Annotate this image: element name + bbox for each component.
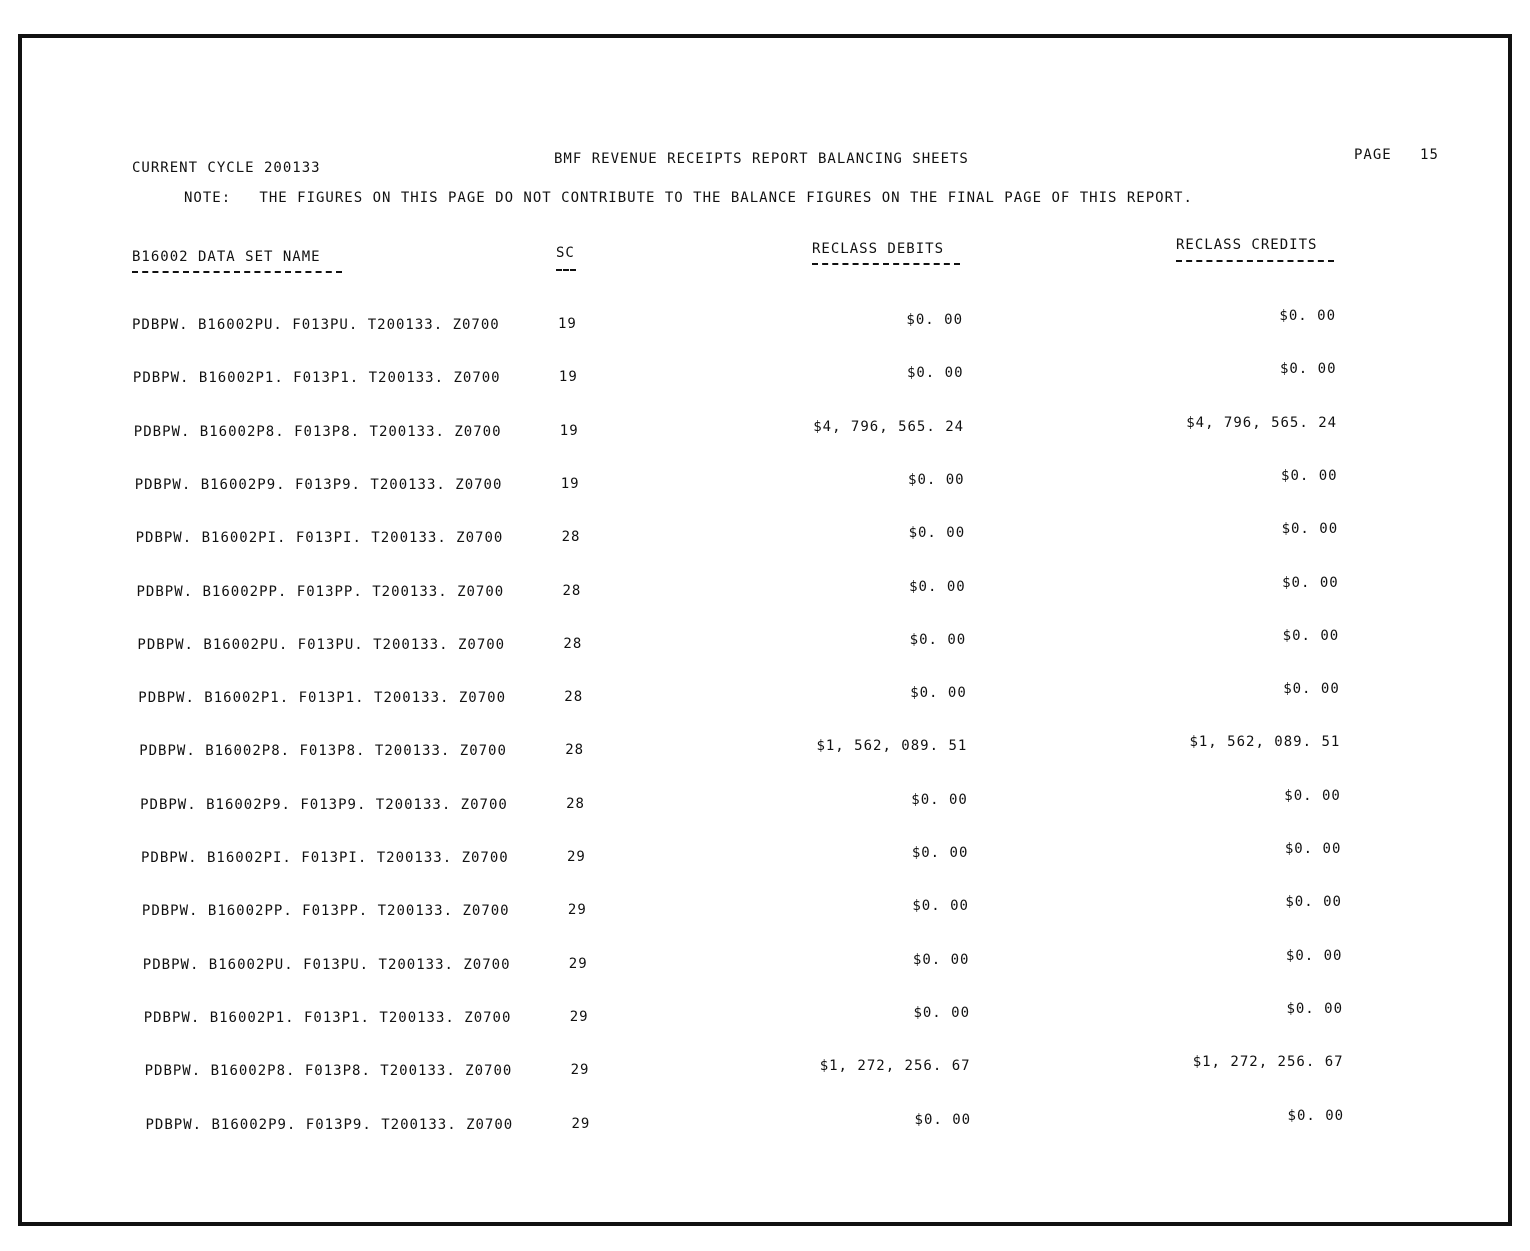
reclass-debit: $0. 00 — [912, 898, 969, 915]
reclass-debit: $0. 00 — [908, 471, 965, 488]
dataset-name: PDBPW. B16002P8. F013P8. T200133. Z0700 — [133, 423, 502, 440]
report-title: BMF REVENUE RECEIPTS REPORT BALANCING SHEETS — [554, 151, 969, 167]
reclass-credit: $1, 272, 256. 67 — [1192, 1054, 1344, 1071]
column-header-credits: RECLASS CREDITS — [1176, 237, 1318, 253]
reclass-credit: $0. 00 — [1282, 574, 1339, 591]
sc-code: 19 — [558, 316, 577, 332]
reclass-debit: $0. 00 — [911, 791, 968, 808]
reclass-credit: $0. 00 — [1285, 947, 1343, 964]
sc-code: 28 — [562, 582, 582, 599]
reclass-credit: $0. 00 — [1284, 787, 1341, 804]
dataset-name: PDBPW. B16002P8. F013P8. T200133. Z0700 — [139, 743, 507, 760]
dataset-name: PDBPW. B16002P9. F013P9. T200133. Z0700 — [145, 1116, 514, 1133]
page-number: 15 — [1420, 147, 1439, 163]
reclass-credit: $0. 00 — [1284, 841, 1342, 857]
sc-code: 29 — [571, 1115, 591, 1132]
dataset-name: PDBPW. B16002P9. F013P9. T200133. Z0700 — [134, 476, 503, 493]
dataset-name: PDBPW. B16002PU. F013PU. T200133. Z0700 — [132, 317, 500, 333]
reclass-debit: $0. 00 — [914, 1111, 972, 1128]
reclass-debit: $0. 00 — [906, 365, 964, 382]
reclass-debit: $1, 272, 256. 67 — [819, 1058, 971, 1075]
page-label — [1354, 147, 1439, 163]
dataset-name: PDBPW. B16002P9. F013P9. T200133. Z0700 — [140, 796, 508, 813]
reclass-debit: $0. 00 — [909, 578, 966, 595]
dataset-name: PDBPW. B16002P8. F013P8. T200133. Z0700 — [144, 1063, 513, 1080]
reclass-credit: $1, 562, 089. 51 — [1189, 734, 1341, 751]
reclass-debit: $0. 00 — [910, 685, 967, 702]
dataset-name: PDBPW. B16002PU. F013PU. T200133. Z0700 — [137, 636, 506, 653]
reclass-debit: $0. 00 — [912, 951, 970, 968]
reclass-debit: $0. 00 — [911, 845, 969, 861]
sc-code: 28 — [563, 635, 583, 652]
column-header-debits: RECLASS DEBITS — [812, 241, 945, 257]
dataset-name: PDBPW. B16002PU. F013PU. T200133. Z0700 — [142, 956, 511, 973]
dataset-name: PDBPW. B16002PP. F013PP. T200133. Z0700 — [141, 903, 510, 920]
reclass-debit: $4, 796, 565. 24 — [813, 418, 965, 435]
column-rule-debits — [812, 263, 960, 265]
page-label-text: PAGE — [1354, 147, 1392, 163]
column-header-name: B16002 DATA SET NAME — [132, 249, 321, 265]
reclass-credit: $0. 00 — [1279, 361, 1337, 378]
sc-code: 28 — [565, 742, 585, 759]
dataset-name: PDBPW. B16002PP. F013PP. T200133. Z0700 — [136, 583, 505, 600]
reclass-credit: $0. 00 — [1283, 681, 1340, 698]
column-rule-name — [132, 271, 342, 273]
dataset-name: PDBPW. B16002P1. F013P1. T200133. Z0700 — [138, 690, 507, 707]
reclass-credit: $4, 796, 565. 24 — [1186, 414, 1338, 431]
reclass-credit: $0. 00 — [1287, 1107, 1345, 1124]
reclass-debit: $0. 00 — [909, 631, 967, 648]
reclass-debit: $1, 562, 089. 51 — [816, 738, 968, 755]
dataset-name: PDBPW. B16002PI. F013PI. T200133. Z0700 — [141, 850, 509, 866]
dataset-name: PDBPW. B16002P1. F013P1. T200133. Z0700 — [132, 370, 501, 387]
reclass-credit: $0. 00 — [1279, 308, 1336, 324]
dataset-name: PDBPW. B16002PI. F013PI. T200133. Z0700 — [135, 530, 504, 547]
sc-code: 19 — [560, 475, 580, 492]
sc-code: 28 — [564, 689, 584, 706]
reclass-credit: $0. 00 — [1286, 1000, 1344, 1017]
sc-code: 28 — [566, 795, 585, 812]
sc-code: 29 — [567, 902, 587, 919]
reclass-credit: $0. 00 — [1281, 467, 1338, 484]
sc-code: 19 — [558, 369, 578, 386]
column-rule-credits — [1176, 260, 1334, 262]
current-cycle: CURRENT CYCLE 200133 — [132, 160, 321, 176]
sc-code: 29 — [567, 849, 586, 865]
reclass-debit: $0. 00 — [908, 525, 966, 542]
reclass-credit: $0. 00 — [1285, 894, 1342, 911]
report-note: NOTE: THE FIGURES ON THIS PAGE DO NOT CONTRIBUTE TO THE BALANCE FIGURES ON THE FINAL PAGE OF THIS REPORT. — [184, 190, 1193, 206]
sc-code: 28 — [561, 529, 581, 546]
reclass-debit: $0. 00 — [913, 1004, 971, 1021]
sc-code: 29 — [569, 1008, 589, 1025]
sc-code: 29 — [570, 1062, 590, 1079]
sc-code: 19 — [559, 422, 579, 439]
reclass-credit: $0. 00 — [1282, 627, 1340, 644]
reclass-credit: $0. 00 — [1281, 521, 1339, 538]
dataset-name: PDBPW. B16002P1. F013P1. T200133. Z0700 — [143, 1009, 512, 1026]
reclass-debit: $0. 00 — [906, 312, 963, 328]
column-rule-sc — [556, 269, 576, 271]
column-header-sc: SC — [556, 245, 575, 261]
sc-code: 29 — [568, 955, 588, 972]
